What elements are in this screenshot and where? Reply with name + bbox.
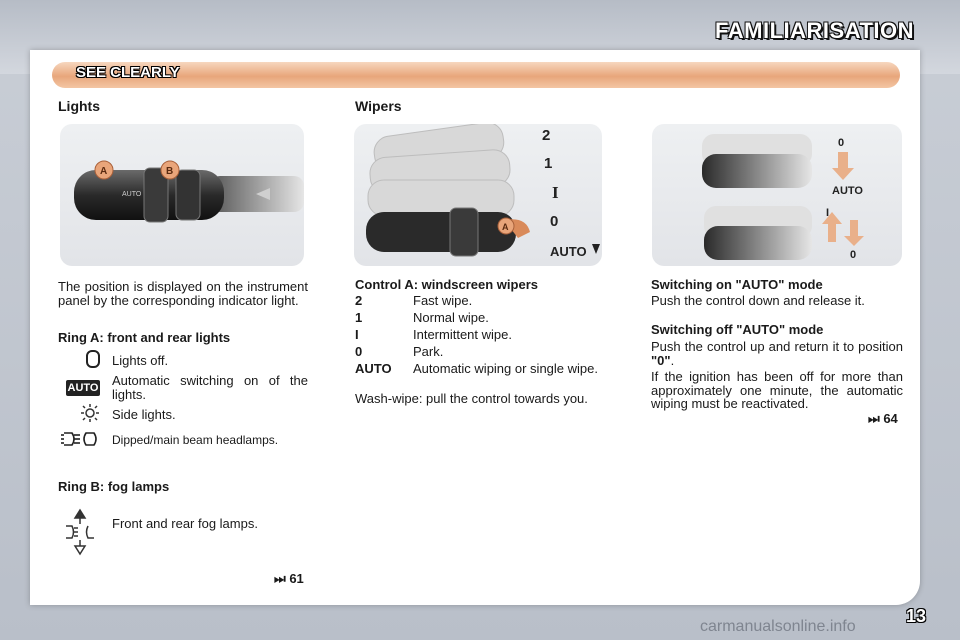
ring-b-item-label: Front and rear fog lamps.: [112, 516, 258, 531]
auto-on-text: Push the control down and release it.: [651, 293, 865, 308]
wiper-control-desc: Automatic wiping or single wipe.: [413, 361, 598, 376]
ring-a-title: Ring A: front and rear lights: [58, 330, 231, 345]
headlamps-icon: [60, 430, 100, 448]
svg-text:AUTO: AUTO: [832, 185, 863, 197]
lights-page-reference[interactable]: [274, 571, 304, 587]
auto-off-text-end: .: [670, 352, 675, 368]
auto-on-title: Switching on "AUTO" mode: [651, 277, 823, 292]
section-title: SEE CLEARLY: [76, 64, 180, 81]
svg-text:I: I: [552, 183, 559, 202]
lights-off-icon: [86, 350, 100, 368]
lights-stalk-illustration: [60, 124, 304, 266]
wipers-stalk-illustration: [354, 124, 602, 266]
svg-text:0: 0: [550, 213, 559, 230]
wiper-control-row: [355, 311, 615, 325]
lights-page-ref-number: 61: [289, 571, 304, 586]
wipers-control-title: Control A: windscreen wipers: [355, 277, 538, 292]
ring-a-item-label: Lights off.: [112, 353, 169, 368]
svg-text:2: 2: [542, 127, 551, 144]
ring-a-item-label: Side lights.: [112, 407, 176, 422]
wipers-heading: Wipers: [355, 98, 402, 114]
auto-off-position: "0": [651, 352, 671, 368]
wiper-control-desc: Normal wipe.: [413, 310, 489, 325]
wiper-control-desc: Fast wipe.: [413, 293, 473, 308]
auto-page-reference[interactable]: [868, 411, 898, 427]
auto-off-text-main: Push the control up and return it to position: [651, 339, 903, 354]
wiper-control-key: 0: [355, 344, 363, 359]
svg-text:1: 1: [544, 155, 553, 172]
lights-heading: Lights: [58, 98, 100, 114]
wipers-stalk-drawing: [354, 124, 602, 266]
ring-b-title: Ring B: fog lamps: [58, 479, 170, 494]
ring-a-item-label: Dipped/main beam headlamps.: [112, 433, 279, 447]
ignition-note: If the ignition has been off for more than approximately one minute, the automatic wiping must be reactivated.: [651, 369, 903, 411]
fog-lamps-icon: [60, 508, 100, 556]
wiper-control-key: 1: [355, 310, 363, 325]
lights-intro-text: The position is displayed on the instrument panel by the corresponding indicator light.: [58, 279, 308, 308]
svg-text:AUTO: AUTO: [550, 244, 587, 259]
svg-text:B: B: [166, 166, 174, 177]
wiper-control-key: AUTO: [355, 361, 392, 376]
wiper-control-row: [355, 362, 615, 390]
auto-mode-illustration: [652, 124, 902, 266]
wiper-control-key: 2: [355, 293, 363, 308]
auto-off-text: [651, 340, 903, 367]
page-title: FAMILIARISATION: [715, 18, 914, 43]
wiper-control-key: I: [355, 327, 359, 342]
auto-icon: AUTO: [67, 382, 99, 394]
side-lights-icon: [80, 403, 100, 423]
auto-page-ref-number: 64: [883, 411, 898, 426]
svg-text:0: 0: [850, 249, 857, 261]
wiper-control-row: [355, 345, 615, 359]
auto-mode-drawing: [652, 124, 902, 266]
page-ref-arrow-icon: ⏭: [868, 411, 880, 426]
wiper-control-row: [355, 328, 615, 342]
ring-a-item-label: Automatic switching on of the lights.: [112, 373, 308, 402]
watermark: carmanualsonline.info: [700, 618, 856, 635]
auto-off-title: Switching off "AUTO" mode: [651, 322, 824, 337]
svg-text:AUTO: AUTO: [122, 191, 142, 198]
wiper-control-desc: Intermittent wipe.: [413, 327, 512, 342]
svg-text:A: A: [100, 166, 108, 177]
wiper-control-desc: Park.: [413, 344, 444, 359]
lights-stalk-drawing: [60, 124, 304, 266]
svg-text:0: 0: [838, 137, 845, 149]
page-ref-arrow-icon: ⏭: [274, 571, 286, 586]
wiper-control-row: [355, 294, 615, 308]
svg-text:I: I: [826, 207, 830, 219]
svg-text:A: A: [502, 222, 509, 232]
wash-wipe-text: Wash-wipe: pull the control towards you.: [355, 391, 588, 406]
page-number: 13: [905, 606, 926, 626]
